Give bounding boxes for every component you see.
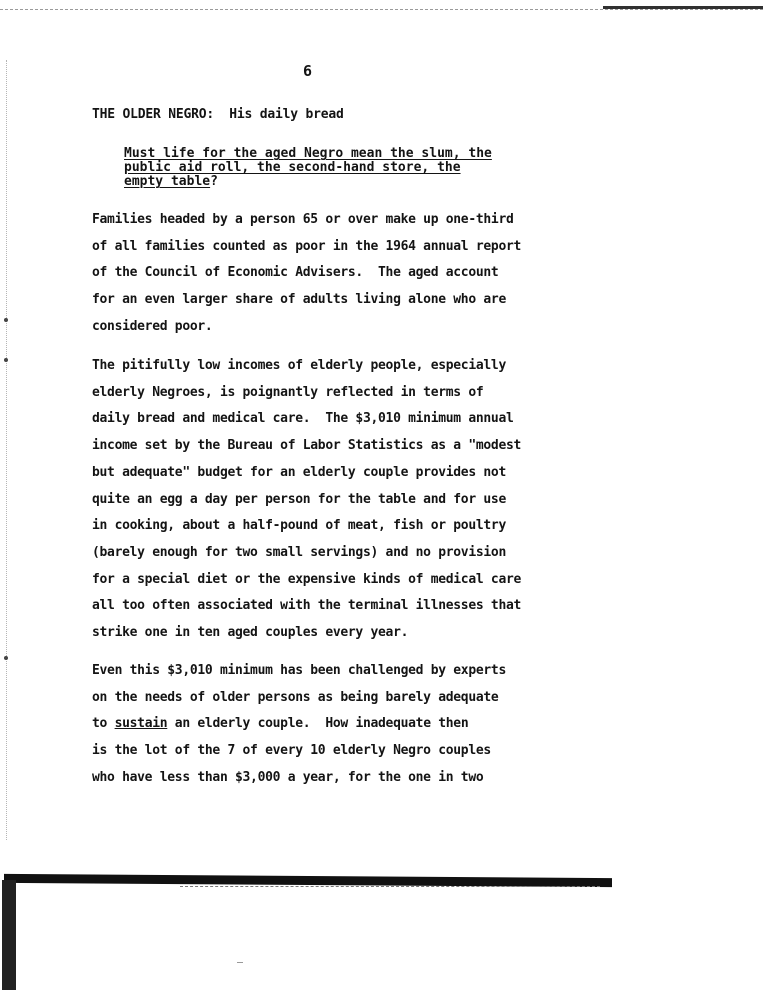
text-line: daily bread and medical care. The $3,010 minimum annual: [92, 411, 514, 427]
subtitle-line: empty table: [124, 174, 211, 189]
section-heading: THE OLDER NEGRO: His daily bread: [92, 107, 344, 122]
text-line: strike one in ten aged couples every year.: [92, 625, 409, 641]
scan-speck: [237, 962, 243, 963]
text-line: of all families counted as poor in the 1964 annual report: [92, 238, 522, 254]
scan-corner-shadow: [2, 880, 16, 990]
text-line: is the lot of the 7 of every 10 elderly Negro couples: [92, 743, 491, 759]
scan-bottom-dashes: [180, 886, 600, 889]
text-line: who have less than $3,000 a year, for the one in two: [92, 769, 484, 785]
text-fragment: to: [92, 716, 115, 732]
subtitle-line: Must life for the aged Negro mean the slum, the: [124, 146, 492, 161]
scan-left-edge: [6, 60, 8, 840]
text-line: The pitifully low incomes of elderly people, especially: [92, 358, 506, 373]
paragraph-2: [92, 353, 562, 647]
scan-mark: [4, 656, 8, 660]
subtitle-end-mark: ?: [210, 174, 218, 189]
text-line: in cooking, about a half-pound of meat, fish or poultry: [92, 518, 506, 534]
text-line: [92, 711, 562, 738]
text-line: elderly Negroes, is poignantly reflected in terms of: [92, 384, 484, 400]
text-line: Even this $3,010 minimum has been challenged by experts: [92, 663, 506, 678]
text-line: on the needs of older persons as being barely adequate: [92, 689, 499, 705]
text-line: all too often associated with the terminal illnesses that: [92, 598, 522, 614]
scan-mark: [4, 358, 8, 362]
underlined-word: sustain: [114, 716, 168, 732]
text-line: quite an egg a day per person for the table and for use: [92, 491, 506, 507]
paragraph-3: [92, 658, 562, 792]
subtitle-line: public aid roll, the second-hand store, the: [124, 160, 461, 175]
text-line: for a special diet or the expensive kinds of medical care: [92, 571, 522, 587]
text-line: of the Council of Economic Advisers. The aged account: [92, 265, 499, 281]
text-line: for an even larger share of adults living alone who are: [92, 292, 506, 308]
scan-top-edge: [0, 0, 763, 10]
text-line: (barely enough for two small servings) and no provision: [92, 544, 506, 560]
text-line: income set by the Bureau of Labor Statistics as a "modest: [92, 438, 522, 454]
page-number: 6: [303, 62, 313, 80]
text-fragment: an elderly couple. How inadequate then: [167, 716, 469, 732]
text-line: considered poor.: [92, 318, 213, 334]
scan-mark: [4, 318, 8, 322]
section-subtitle: [124, 147, 524, 189]
text-line: Families headed by a person 65 or over make up one-third: [92, 212, 514, 227]
text-line: but adequate" budget for an elderly couple provides not: [92, 464, 506, 480]
paragraph-1: [92, 207, 562, 341]
